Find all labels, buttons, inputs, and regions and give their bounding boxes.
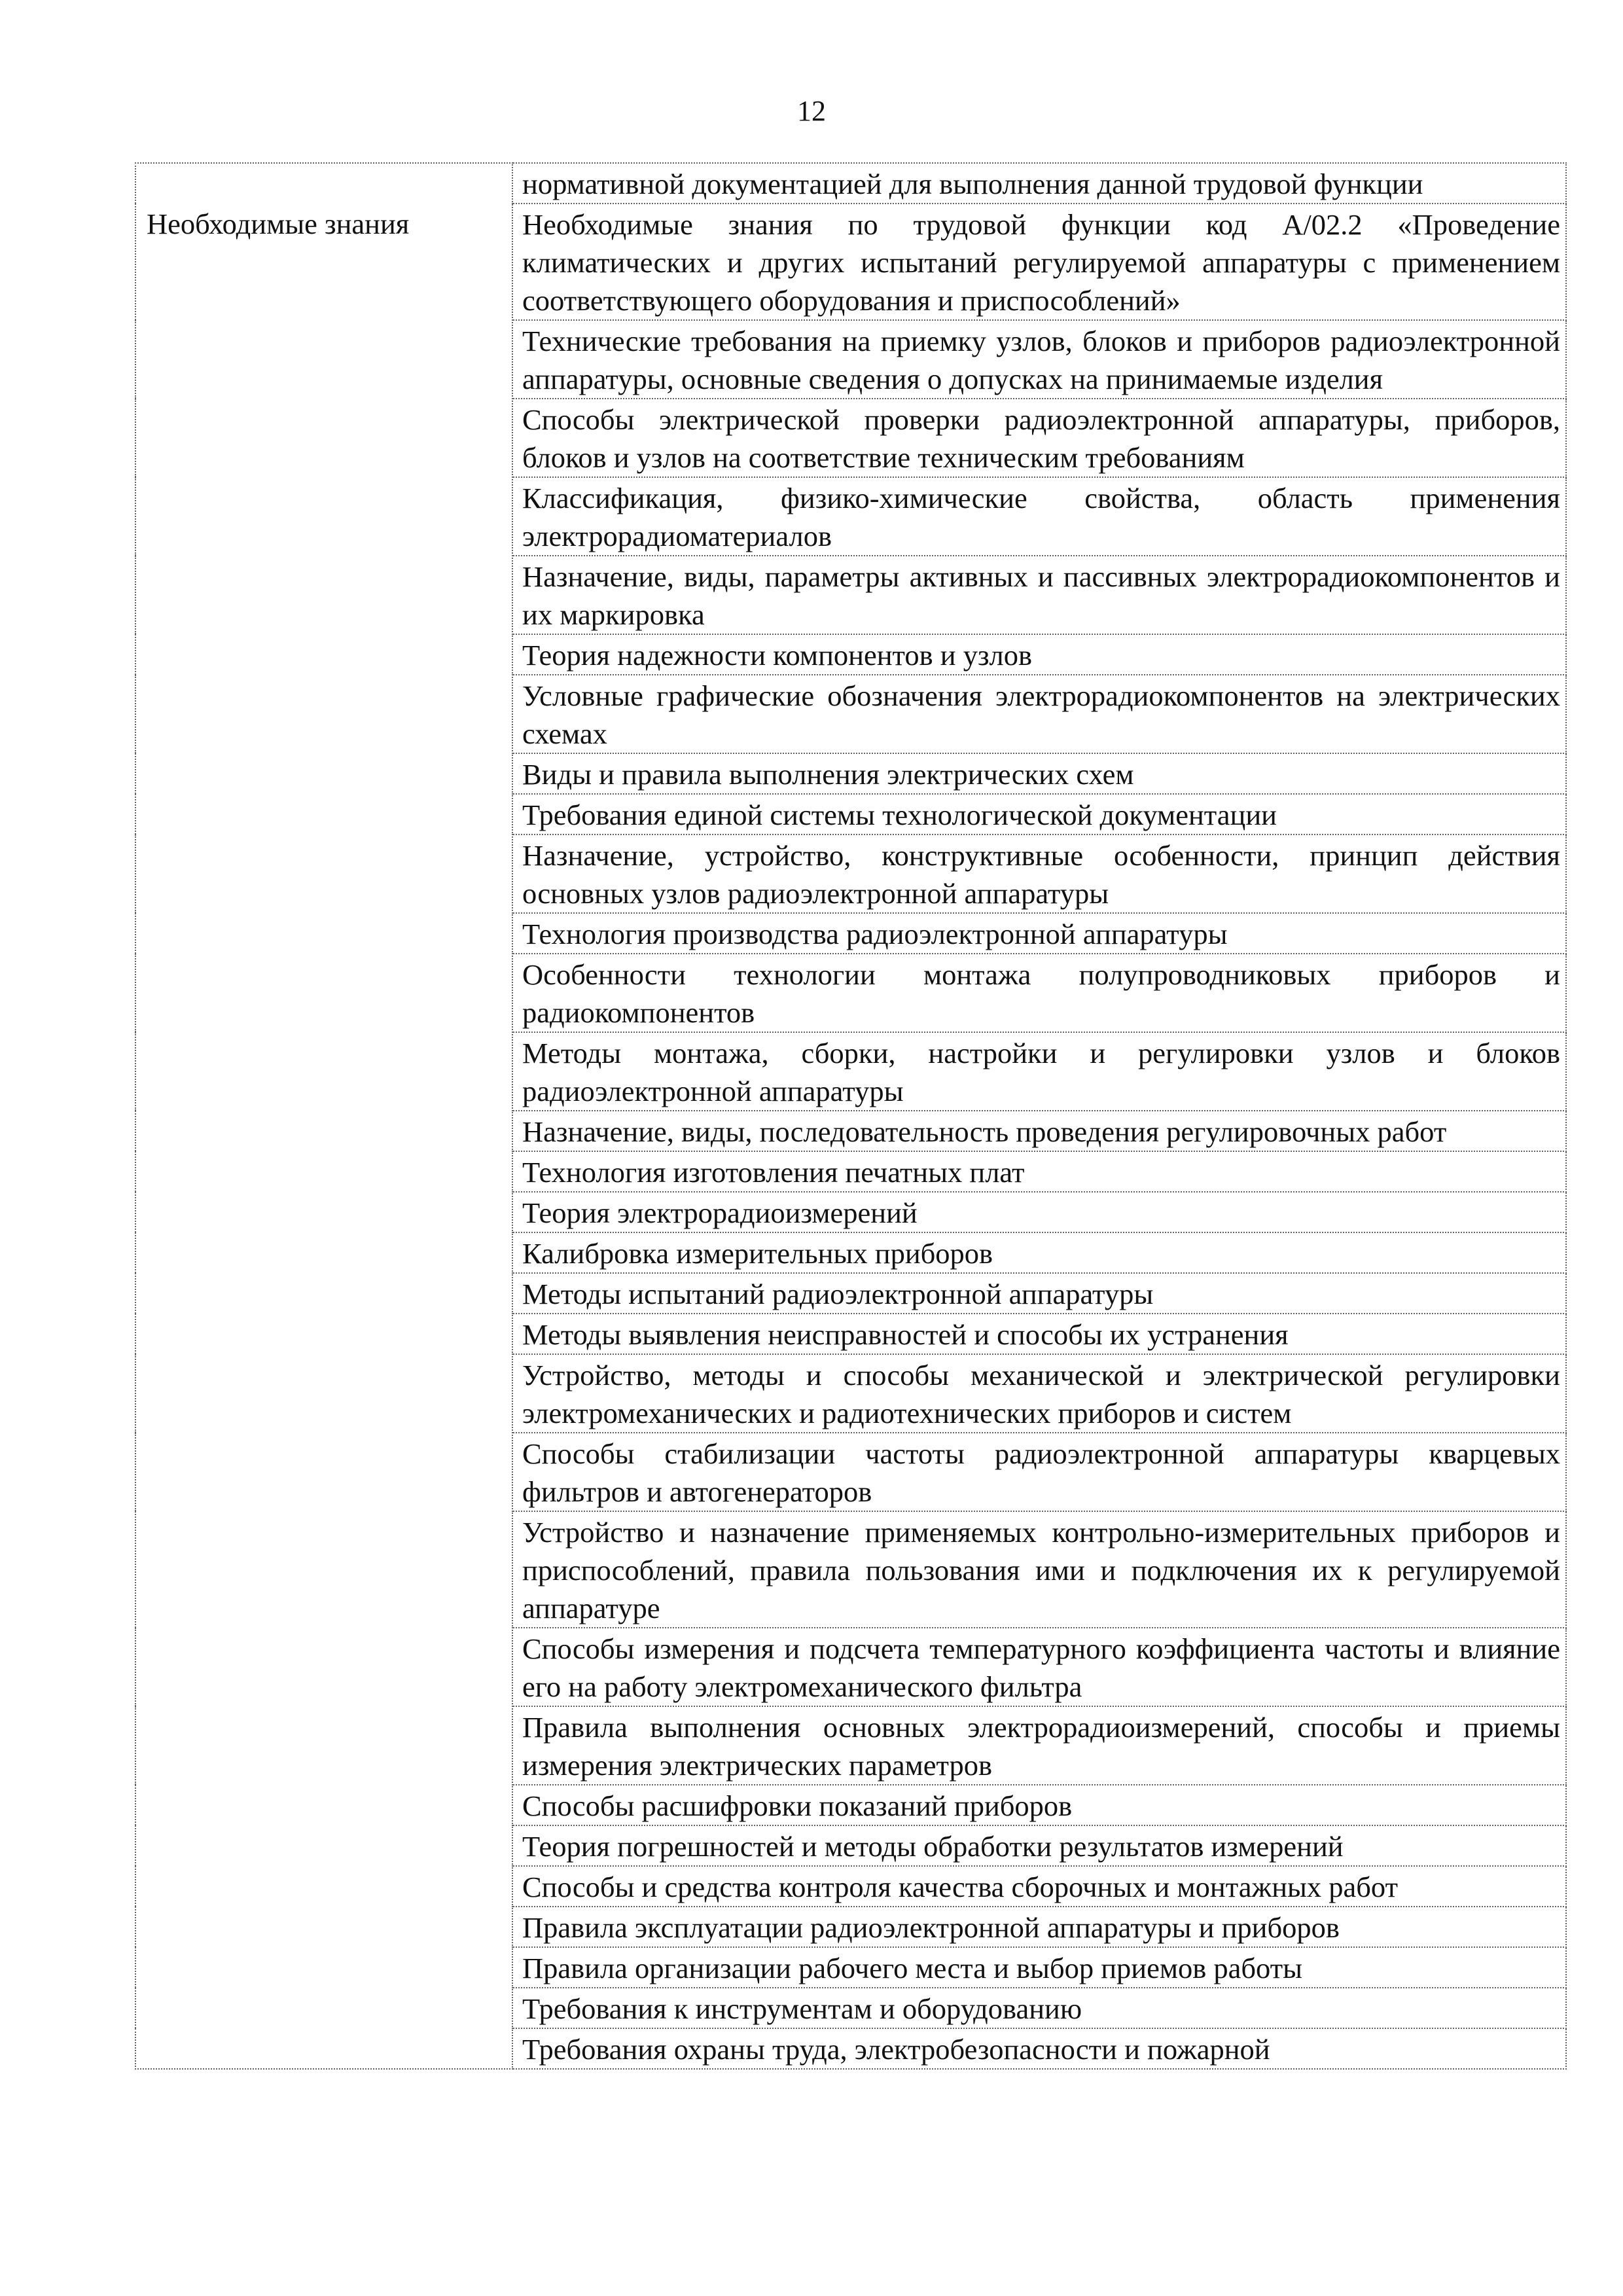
knowledge-item: Правила выполнения основных электрорадиоизмерений, способы и приемы измерения электрических параметров [512,1706,1566,1785]
knowledge-item: Способы стабилизации частоты радиоэлектронной аппаратуры кварцевых фильтров и автогенераторов [512,1433,1566,1511]
knowledge-item: Способы электрической проверки радиоэлектронной аппаратуры, приборов, блоков и узлов на соответствие техническим требованиям [512,399,1566,477]
knowledge-item: Калибровка измерительных приборов [512,1232,1566,1273]
knowledge-table [135,162,1567,2070]
knowledge-item: Условные графические обозначения электрорадиокомпонентов на электрических схемах [512,675,1566,753]
knowledge-item: Теория надежности компонентов и узлов [512,634,1566,675]
knowledge-item: Правила организации рабочего места и выбор приемов работы [512,1947,1566,1988]
knowledge-item: Теория электрорадиоизмерений [512,1192,1566,1232]
knowledge-item: Необходимые знания по трудовой функции код А/02.2 «Проведение климатических и других испытаний регулируемой аппаратуры с применением соответствующего оборудования и приспособлений» [512,204,1566,320]
continuation-text: нормативной документацией для выполнения данной трудовой функции [512,163,1566,204]
continuation-row [135,163,1566,204]
table-body [135,163,1566,2069]
knowledge-item: Особенности технологии монтажа полупроводниковых приборов и радиокомпонентов [512,954,1566,1032]
knowledge-item: Устройство, методы и способы механической и электрической регулировки электромеханических и радиотехнических приборов и систем [512,1354,1566,1433]
knowledge-item: Требования охраны труда, электробезопасности и пожарной [512,2028,1566,2069]
knowledge-item: Теория погрешностей и методы обработки результатов измерений [512,1825,1566,1866]
continuation-label-cell [135,163,512,204]
knowledge-item: Методы испытаний радиоэлектронной аппаратуры [512,1273,1566,1314]
knowledge-item: Назначение, виды, параметры активных и пассивных электрорадиокомпонентов и их маркировка [512,556,1566,634]
knowledge-item: Методы монтажа, сборки, настройки и регулировки узлов и блоков радиоэлектронной аппаратуры [512,1032,1566,1111]
knowledge-item: Технические требования на приемку узлов, блоков и приборов радиоэлектронной аппаратуры, основные сведения о допусках на принимаемые изделия [512,320,1566,399]
knowledge-item: Технология производства радиоэлектронной аппаратуры [512,913,1566,954]
knowledge-item: Назначение, устройство, конструктивные особенности, принцип действия основных узлов радиоэлектронной аппаратуры [512,834,1566,913]
knowledge-item: Способы расшифровки показаний приборов [512,1785,1566,1825]
knowledge-item: Способы измерения и подсчета температурного коэффициента частоты и влияние его на работу электромеханического фильтра [512,1628,1566,1706]
knowledge-item: Способы и средства контроля качества сборочных и монтажных работ [512,1866,1566,1907]
knowledge-item: Требования единой системы технологической документации [512,794,1566,834]
knowledge-item: Технология изготовления печатных плат [512,1151,1566,1192]
knowledge-item: Требования к инструментам и оборудованию [512,1988,1566,2028]
section-label: Необходимые знания [135,204,512,2069]
page-number: 12 [797,95,826,127]
knowledge-item: Классификация, физико-химические свойства, область применения электрорадиоматериалов [512,477,1566,556]
knowledge-item: Устройство и назначение применяемых контрольно-измерительных приборов и приспособлений, правила пользования ими и подключения их к регулируемой аппаратуре [512,1511,1566,1628]
knowledge-item: Методы выявления неисправностей и способы их устранения [512,1314,1566,1354]
knowledge-item: Назначение, виды, последовательность проведения регулировочных работ [512,1111,1566,1151]
knowledge-row [135,204,1566,320]
knowledge-item: Виды и правила выполнения электрических схем [512,753,1566,794]
knowledge-item: Правила эксплуатации радиоэлектронной аппаратуры и приборов [512,1907,1566,1947]
